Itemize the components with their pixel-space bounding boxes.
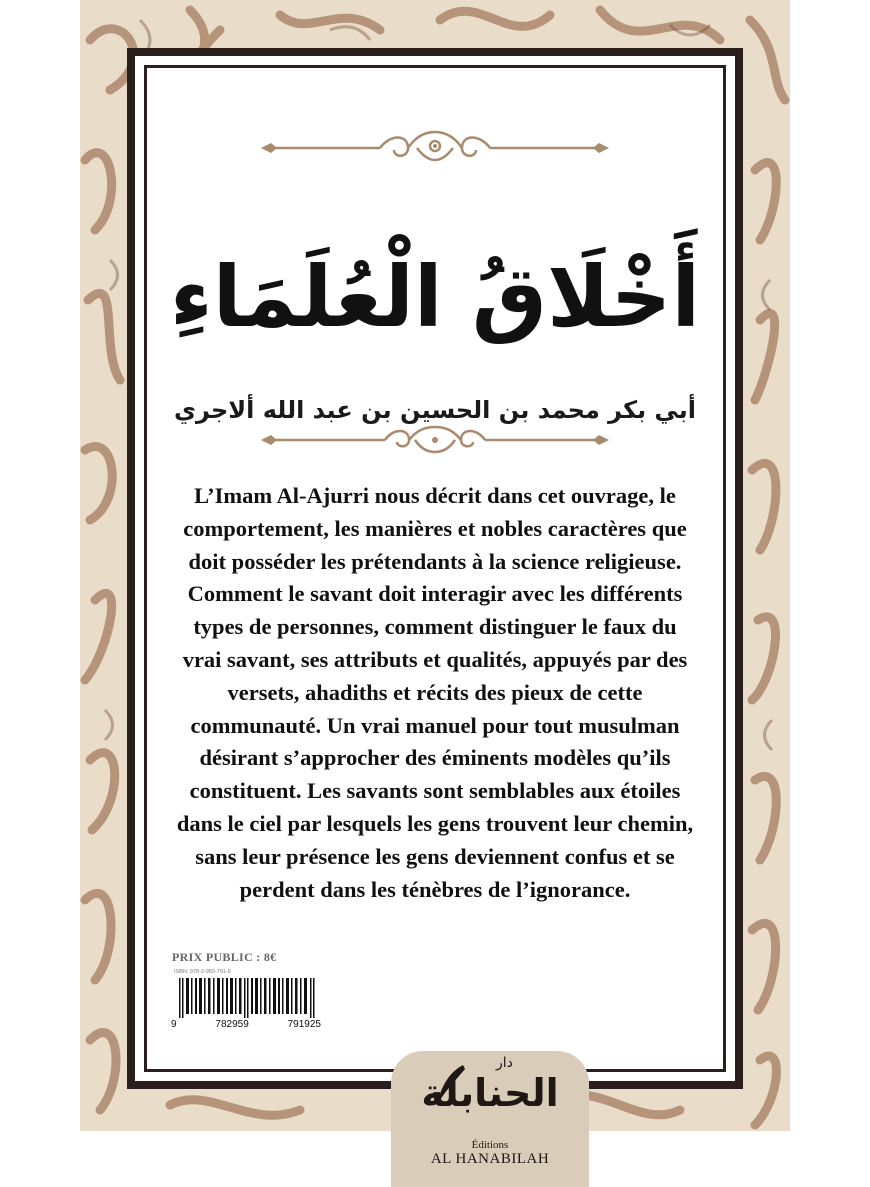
barcode-digit-group: 9 — [171, 1019, 177, 1030]
book-back-cover — [80, 0, 790, 1167]
logo-publisher-name: AL HANABILAH — [430, 1151, 550, 1167]
logo-editions-label: Éditions — [471, 1139, 509, 1151]
arabic-author: أبي بكر محمد بن الحسين بن عبد الله ألاجري — [174, 396, 696, 424]
barcode-digit-group: 782959 — [215, 1019, 249, 1030]
publisher-logo — [391, 1051, 589, 1187]
barcode-digits — [171, 1019, 321, 1030]
logo-arabic-name: الحنابلة — [421, 1071, 559, 1115]
ornament-divider-icon — [255, 126, 615, 170]
public-price: PRIX PUBLIC : 8€ — [172, 950, 277, 964]
outer-frame — [127, 48, 743, 1167]
middle-ornament — [135, 420, 735, 460]
barcode-icon — [171, 978, 323, 1018]
book-description: L’Imam Al-Ajurri nous décrit dans cet ouvrage, le comportement, les manières et nobles caractères que doit posséder les prétendants à la science religieuse. Comment le savant doit interagir avec les différents types de personnes, comment distinguer le faux du vrai savant, ses attributs et qualités, appuyés par des versets, ahadiths et récits des pieux de cette communauté. Un vrai manuel pour tout musulman désirant s’approcher des éminents modèles qu’ils constituent. Les savants sont semblables aux étoiles dans le ciel par lesquels les gens trouvent leur chemin, sans leur présence les gens deviennent confus et se perdent dans les ténèbres de l’ignorance. — [176, 483, 694, 902]
arabic-title: أَخْلَاقُ الْعُلَمَاءِ — [169, 248, 701, 346]
barcode-digit-group: 791925 — [287, 1019, 321, 1030]
content-panel — [135, 56, 735, 1167]
top-ornament — [135, 126, 735, 170]
ornament-divider-icon — [255, 420, 615, 460]
isbn-label: ISBN: 978-2-959-791-9 — [174, 969, 231, 975]
logo-dar-arabic: دار — [496, 1055, 513, 1071]
